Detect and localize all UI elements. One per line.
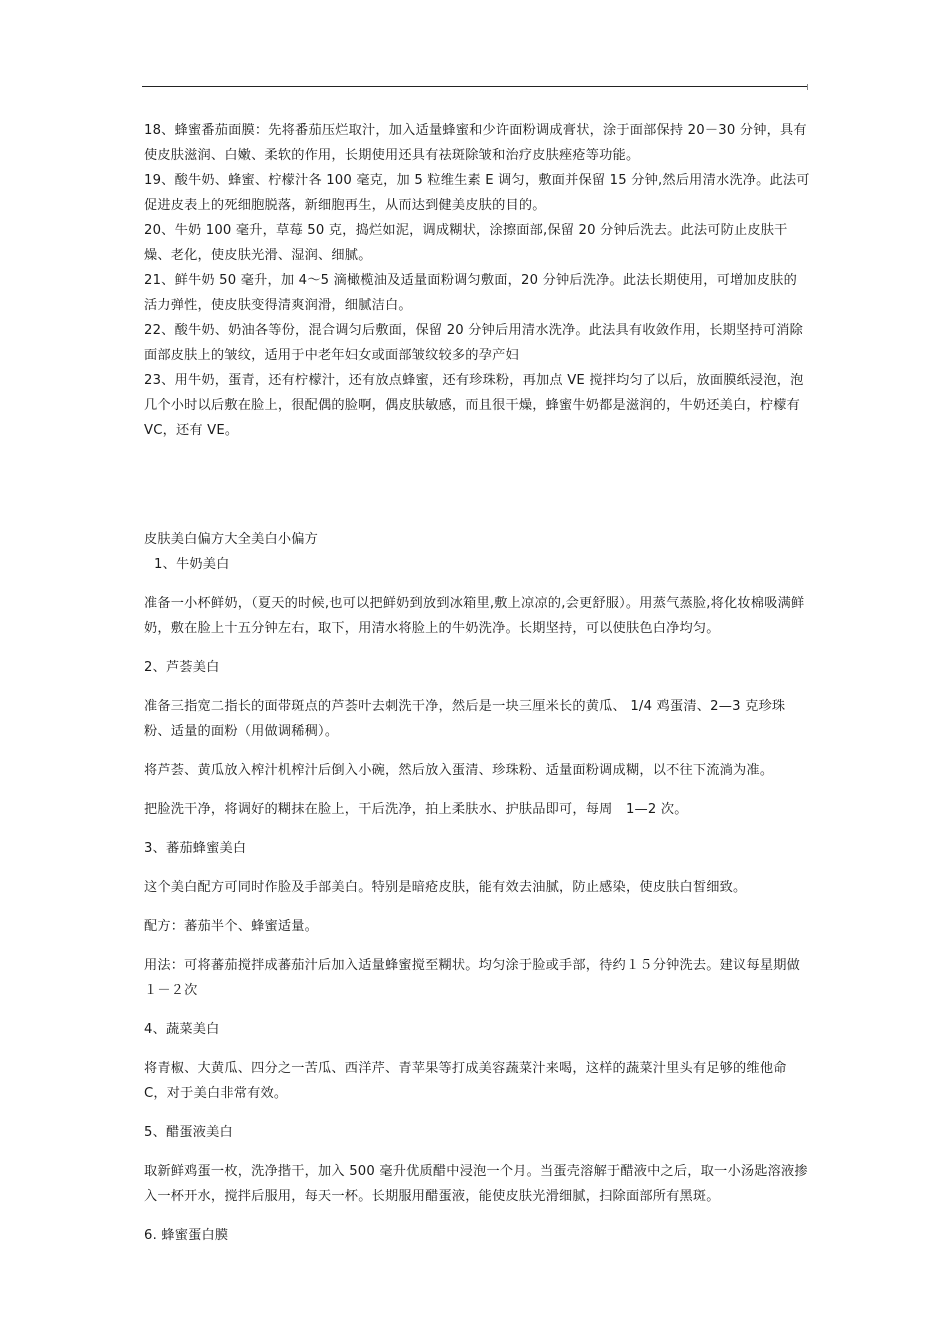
recipe-list-top bbox=[144, 118, 810, 443]
recipe-item-18: 18、蜂蜜番茄面膜：先将番茄压烂取汁，加入适量蜂蜜和少许面粉调成膏状，涂于面部保持 20－30 分钟，具有使皮肤滋润、白嫩、柔软的作用，长期使用还具有祛斑除皱和治疗皮肤痤疮等功能。 bbox=[144, 123, 807, 163]
section-heading-3: 3、蕃茄蜂蜜美白 bbox=[144, 841, 247, 856]
section-heading-1: 1、牛奶美白 bbox=[154, 557, 230, 572]
paragraph-aloe-ingredients: 准备三指宽二指长的面带斑点的芦荟叶去刺洗干净，然后是一块三厘米长的黄瓜、 1/4 鸡蛋清、2—3 克珍珠粉、适量的面粉（用做调稀稠）。 bbox=[144, 699, 786, 739]
paragraph-aloe-method: 将芦荟、黄瓜放入榨汁机榨汁后倒入小碗，然后放入蛋清、珍珠粉、适量面粉调成糊，以不往下流淌为准。 bbox=[144, 763, 774, 778]
recipe-item-22: 22、酸牛奶、奶油各等份，混合调匀后敷面，保留 20 分钟后用清水洗净。此法具有收敛作用，长期坚持可消除面部皮肤上的皱纹，适用于中老年妇女或面部皱纹较多的孕产妇 bbox=[144, 323, 803, 363]
section-heading-4: 4、蔬菜美白 bbox=[144, 1022, 220, 1037]
header-rule-tick bbox=[807, 84, 808, 90]
whitening-section bbox=[144, 527, 810, 1248]
recipe-item-21: 21、鲜牛奶 50 毫升，加 4～5 滴橄榄油及适量面粉调匀敷面，20 分钟后洗净。此法长期使用，可增加皮肤的活力弹性，使皮肤变得清爽润滑，细腻洁白。 bbox=[144, 273, 797, 313]
section-heading-5: 5、醋蛋液美白 bbox=[144, 1125, 233, 1140]
recipe-item-20: 20、牛奶 100 毫升，草莓 50 克，捣烂如泥，调成糊状，涂擦面部,保留 20 分钟后洗去。此法可防止皮肤干燥、老化，使皮肤光滑、湿润、细腻。 bbox=[144, 223, 788, 263]
section-heading-6: 6. 蜂蜜蛋白膜 bbox=[144, 1228, 229, 1243]
section-heading-2: 2、芦荟美白 bbox=[144, 660, 220, 675]
section-title: 皮肤美白偏方大全美白小偏方 bbox=[144, 532, 319, 547]
paragraph-tomato-usage: 用法：可将蕃茄搅拌成蕃茄汁后加入适量蜂蜜搅至糊状。均匀涂于脸或手部，待约１５分钟洗去。建议每星期做１－２次 bbox=[144, 958, 800, 998]
paragraph-aloe-usage: 把脸洗干净，将调好的糊抹在脸上，干后洗净，拍上柔肤水、护肤品即可，每周 1—2 次。 bbox=[144, 802, 688, 817]
paragraph-vinegar-egg: 取新鲜鸡蛋一枚，洗净揩干，加入 500 毫升优质醋中浸泡一个月。当蛋壳溶解于醋液中之后，取一小汤匙溶液掺入一杯开水，搅拌后服用，每天一杯。长期服用醋蛋液，能使皮肤光滑细腻，扫除面部所有黑斑。 bbox=[144, 1164, 808, 1204]
recipe-item-23: 23、用牛奶，蛋青，还有柠檬汁，还有放点蜂蜜，还有珍珠粉，再加点 VE 搅拌均匀了以后，放面膜纸浸泡，泡几个小时以后敷在脸上，很配偶的脸啊，偶皮肤敏感，而且很干燥，蜂蜜牛奶都是滋润的，牛奶还美白，柠檬有 VC，还有 VE。 bbox=[144, 373, 804, 438]
paragraph-tomato-intro: 这个美白配方可同时作脸及手部美白。特别是暗疮皮肤，能有效去油腻，防止感染，使皮肤白皙细致。 bbox=[144, 880, 747, 895]
paragraph-milk: 准备一小杯鲜奶，（夏天的时候,也可以把鲜奶到放到冰箱里,敷上凉凉的,会更舒服）。用蒸气蒸脸,将化妆棉吸满鲜奶，敷在脸上十五分钟左右，取下，用清水将脸上的牛奶洗净。长期坚持，可以使肤色白净均匀。 bbox=[144, 596, 805, 636]
paragraph-tomato-recipe: 配方：蕃茄半个、蜂蜜适量。 bbox=[144, 919, 319, 934]
paragraph-vegetable: 将青椒、大黄瓜、四分之一苦瓜、西洋芹、青苹果等打成美容蔬菜汁来喝，这样的蔬菜汁里头有足够的维他命 C，对于美白非常有效。 bbox=[144, 1061, 787, 1101]
recipe-item-19: 19、酸牛奶、蜂蜜、柠檬汁各 100 毫克，加 5 粒维生素 E 调匀，敷面并保留 15 分钟,然后用清水洗净。此法可促进皮表上的死细胞脱落，新细胞再生，从而达到健美皮肤的目的。 bbox=[144, 173, 810, 213]
header-rule bbox=[142, 86, 808, 87]
